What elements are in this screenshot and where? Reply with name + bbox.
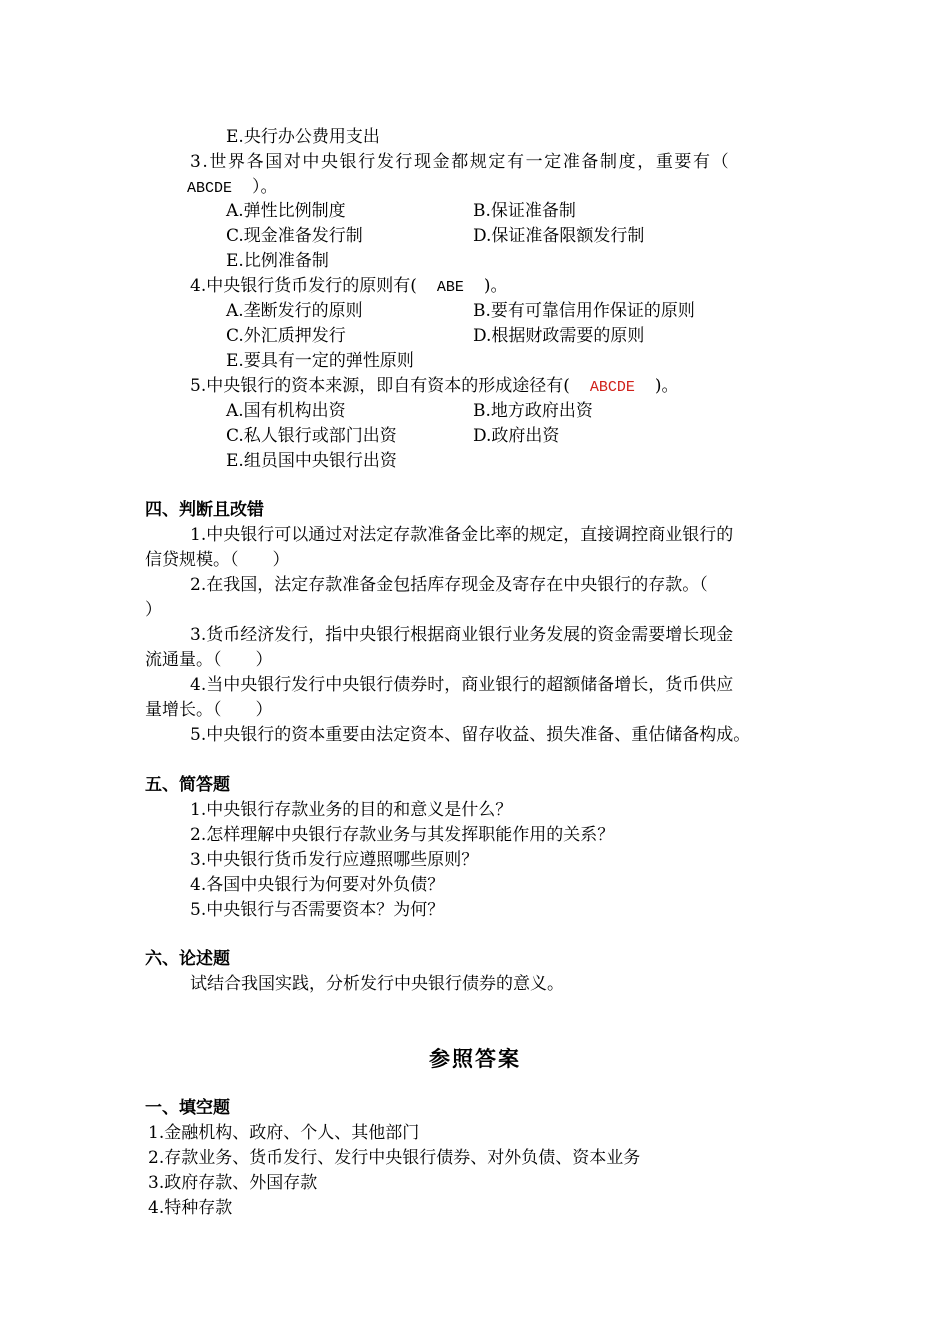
judge-line: 5.中央银行的资本重要由法定资本、留存收益、损失准备、重估储备构成。	[190, 725, 751, 745]
option-d: D.政府出资	[473, 426, 560, 446]
stem-text: 5.中央银行的资本来源，即自有资本的形成途径有(	[190, 376, 570, 396]
judge-line: 流通量。（ ）	[145, 650, 273, 670]
essay-question: 试结合我国实践，分析发行中央银行债券的意义。	[190, 974, 564, 994]
answer-item: 3.政府存款、外国存款	[148, 1173, 318, 1193]
stem-text: 4.中央银行货币发行的原则有(	[190, 276, 417, 296]
answer-close: ）。	[252, 177, 278, 197]
answers-title: 参照答案	[429, 1047, 521, 1071]
option-d: D.根据财政需要的原则	[473, 326, 645, 346]
option-b: B.要有可靠信用作保证的原则	[473, 301, 695, 321]
section-heading: 一、填空题	[145, 1098, 230, 1118]
judge-line: 2.在我国，法定存款准备金包括库存现金及寄存在中央银行的存款。（	[190, 575, 708, 595]
judge-line: 3.货币经济发行，指中央银行根据商业银行业务发展的资金需要增长现金	[190, 625, 734, 645]
option-a: A.国有机构出资	[226, 401, 346, 421]
option-e: E.组员国中央银行出资	[226, 451, 397, 471]
option-c: C.现金准备发行制	[226, 226, 363, 246]
section-heading: 五、简答题	[145, 775, 230, 795]
short-question: 2.怎样理解中央银行存款业务与其发挥职能作用的关系？	[190, 825, 615, 845]
option-a: A.垄断发行的原则	[226, 301, 363, 321]
option-e: E.比例准备制	[226, 251, 329, 271]
short-question: 4.各国中央银行为何要对外负债？	[190, 875, 445, 895]
judge-line: 1.中央银行可以通过对法定存款准备金比率的规定，直接调控商业银行的	[190, 525, 734, 545]
option-e: E.央行办公费用支出	[226, 127, 380, 147]
judge-line: ）	[145, 600, 162, 620]
option-e: E.要具有一定的弹性原则	[226, 351, 414, 371]
option-a: A.弹性比例制度	[226, 201, 346, 221]
question-stem	[190, 275, 508, 299]
judge-line: 信贷规模。（ ）	[145, 550, 290, 570]
question-stem: 3.世界各国对中央银行发行现金都规定有一定准备制度，重要有（	[190, 152, 731, 172]
answer-text: ABE	[436, 279, 464, 296]
judge-line: 4.当中央银行发行中央银行债券时，商业银行的超额储备增长，货币供应	[190, 675, 734, 695]
answer-item: 2.存款业务、货币发行、发行中央银行债券、对外负债、资本业务	[148, 1148, 641, 1168]
answer-text: ABCDE	[187, 180, 233, 197]
question-stem	[190, 375, 679, 399]
short-question: 3.中央银行货币发行应遵照哪些原则？	[190, 850, 479, 870]
short-question: 1.中央银行存款业务的目的和意义是什么？	[190, 800, 513, 820]
section-heading: 六、论述题	[145, 949, 230, 969]
option-b: B.保证准备制	[473, 201, 576, 221]
option-c: C.私人银行或部门出资	[226, 426, 397, 446]
answer-text-highlighted: ABCDE	[589, 379, 635, 396]
answer-close: )。	[654, 376, 679, 396]
question-answer-line	[187, 176, 278, 200]
option-c: C.外汇质押发行	[226, 326, 346, 346]
short-question: 5.中央银行与否需要资本？为何？	[190, 900, 445, 920]
answer-item: 1.金融机构、政府、个人、其他部门	[148, 1123, 420, 1143]
answer-close: )。	[483, 276, 508, 296]
answer-item: 4.特种存款	[148, 1198, 233, 1218]
option-d: D.保证准备限额发行制	[473, 226, 645, 246]
section-heading: 四、判断且改错	[145, 500, 264, 520]
judge-line: 量增长。（ ）	[145, 700, 273, 720]
option-b: B.地方政府出资	[473, 401, 593, 421]
